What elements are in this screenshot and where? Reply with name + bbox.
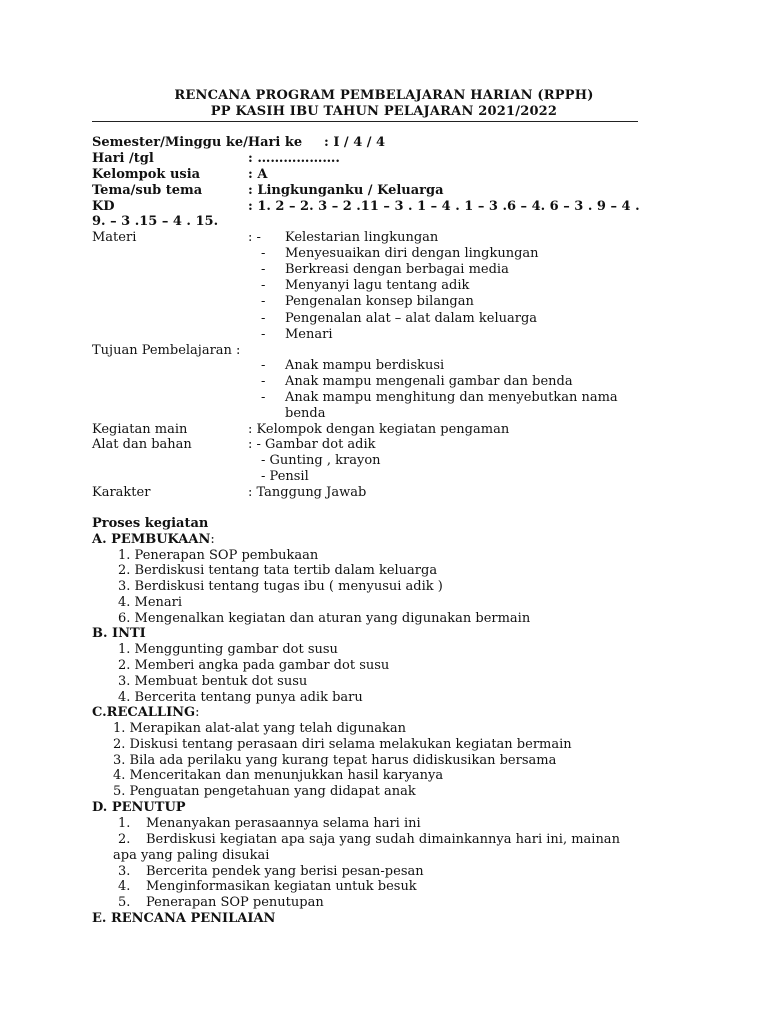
semester-value: : I / 4 / 4 [324,135,386,150]
materi-item: Pengenalan alat – alat dalam keluarga [285,311,538,326]
list-item: 5. Penguatan pengetahuan yang didapat anak [113,784,416,799]
list-number: 4. [118,879,131,894]
materi-item: Menyanyi lagu tentang adik [285,278,470,293]
dash: - [261,246,266,261]
dash: - [261,390,266,405]
dash: - [261,262,266,277]
list-number: 5. [118,895,131,910]
hari-label: Hari /tgl [92,151,154,166]
section-d-heading: D. PENUTUP [92,800,186,815]
title-underline [92,121,638,122]
list-item: 2. Berdiskusi tentang tata tertib dalam keluarga [118,563,438,578]
tujuan-item-continued: benda [285,406,326,421]
section-c-title: C.RECALLING [92,705,196,720]
alat-item: - Gunting , krayon [261,453,381,468]
list-item: 1. Penerapan SOP pembukaan [118,548,319,563]
list-item: 6. Mengenalkan kegiatan dan aturan yang digunakan bermain [118,611,531,626]
kd-continued: 9. – 3 .15 – 4 . 15. [92,214,219,229]
doc-title-1: RENCANA PROGRAM PEMBELAJARAN HARIAN (RPPH) [174,88,594,103]
list-item: 3. Berdiskusi tentang tugas ibu ( menyusui adik ) [118,579,443,594]
alat-value: : - Gambar dot adik [248,437,376,452]
list-number: 2. [118,832,131,847]
dash: - [261,278,266,293]
list-item: Berdiskusi kegiatan apa saja yang sudah dimainkannya hari ini, mainan [146,832,620,847]
alat-item: - Pensil [261,469,309,484]
doc-title-2: PP KASIH IBU TAHUN PELAJARAN 2021/2022 [210,104,558,119]
list-item: 4. Menari [118,595,183,610]
list-number: 1. [118,816,131,831]
section-a-colon: : [210,532,215,547]
materi-item: Menyesuaikan diri dengan lingkungan [285,246,539,261]
materi-item: Menari [285,327,333,342]
list-item: Penerapan SOP penutupan [146,895,324,910]
materi-label: Materi [92,230,137,245]
tujuan-label: Tujuan Pembelajaran : [92,343,241,358]
section-b-heading: B. INTI [92,626,146,641]
materi-item: Kelestarian lingkungan [285,230,439,245]
list-item: 3. Bila ada perilaku yang kurang tepat harus didiskusikan bersama [113,753,557,768]
kegiatan-label: Kegiatan main [92,422,188,437]
dash: - [261,358,266,373]
karakter-value: : Tanggung Jawab [248,485,367,500]
list-item: 1. Merapikan alat-alat yang telah digunakan [113,721,406,736]
list-item: 2. Diskusi tentang perasaan diri selama melakukan kegiatan bermain [113,737,572,752]
kelompok-value: : A [248,167,268,182]
tema-value: : Lingkunganku / Keluarga [248,183,444,198]
semester-label: Semester/Minggu ke/Hari ke [92,135,303,150]
list-item: 3. Membuat bentuk dot susu [118,674,308,689]
list-item: 2. Memberi angka pada gambar dot susu [118,658,390,673]
section-a-heading [92,532,215,548]
alat-label: Alat dan bahan [92,437,192,452]
dash: - [261,311,266,326]
list-item: Menginformasikan kegiatan untuk besuk [146,879,417,894]
tujuan-item: Anak mampu mengenali gambar dan benda [285,374,573,389]
dash: - [261,374,266,389]
tema-label: Tema/sub tema [92,183,203,198]
list-item: Menanyakan perasaannya selama hari ini [146,816,421,831]
dash: - [261,294,266,309]
section-c-heading [92,705,200,721]
karakter-label: Karakter [92,485,151,500]
list-item: Bercerita pendek yang berisi pesan-pesan [146,864,424,879]
kegiatan-value: : Kelompok dengan kegiatan pengaman [248,422,510,437]
list-item-continued: apa yang paling disukai [113,848,270,863]
hari-value: : ………………. [248,151,340,166]
kd-value: : 1. 2 – 2. 3 – 2 .11 – 3 . 1 – 4 . 1 – 3 .6 – 4. 6 – 3 . 9 – 4 . [248,199,640,214]
materi-item: Pengenalan konsep bilangan [285,294,474,309]
materi-item: Berkreasi dengan berbagai media [285,262,509,277]
list-number: 3. [118,864,131,879]
kd-label: KD [92,199,115,214]
kelompok-label: Kelompok usia [92,167,201,182]
dash: - [261,327,266,342]
materi-colon: : - [248,230,261,245]
section-e-heading: E. RENCANA PENILAIAN [92,911,276,926]
list-item: 1. Menggunting gambar dot susu [118,642,338,657]
list-item: 4. Menceritakan dan menunjukkan hasil karyanya [113,768,444,783]
tujuan-item: Anak mampu menghitung dan menyebutkan nama [285,390,618,405]
section-a-title: A. PEMBUKAAN [92,532,211,547]
section-c-colon: : [195,705,200,720]
tujuan-item: Anak mampu berdiskusi [285,358,445,373]
list-item: 4. Bercerita tentang punya adik baru [118,690,363,705]
proses-heading: Proses kegiatan [92,516,209,531]
